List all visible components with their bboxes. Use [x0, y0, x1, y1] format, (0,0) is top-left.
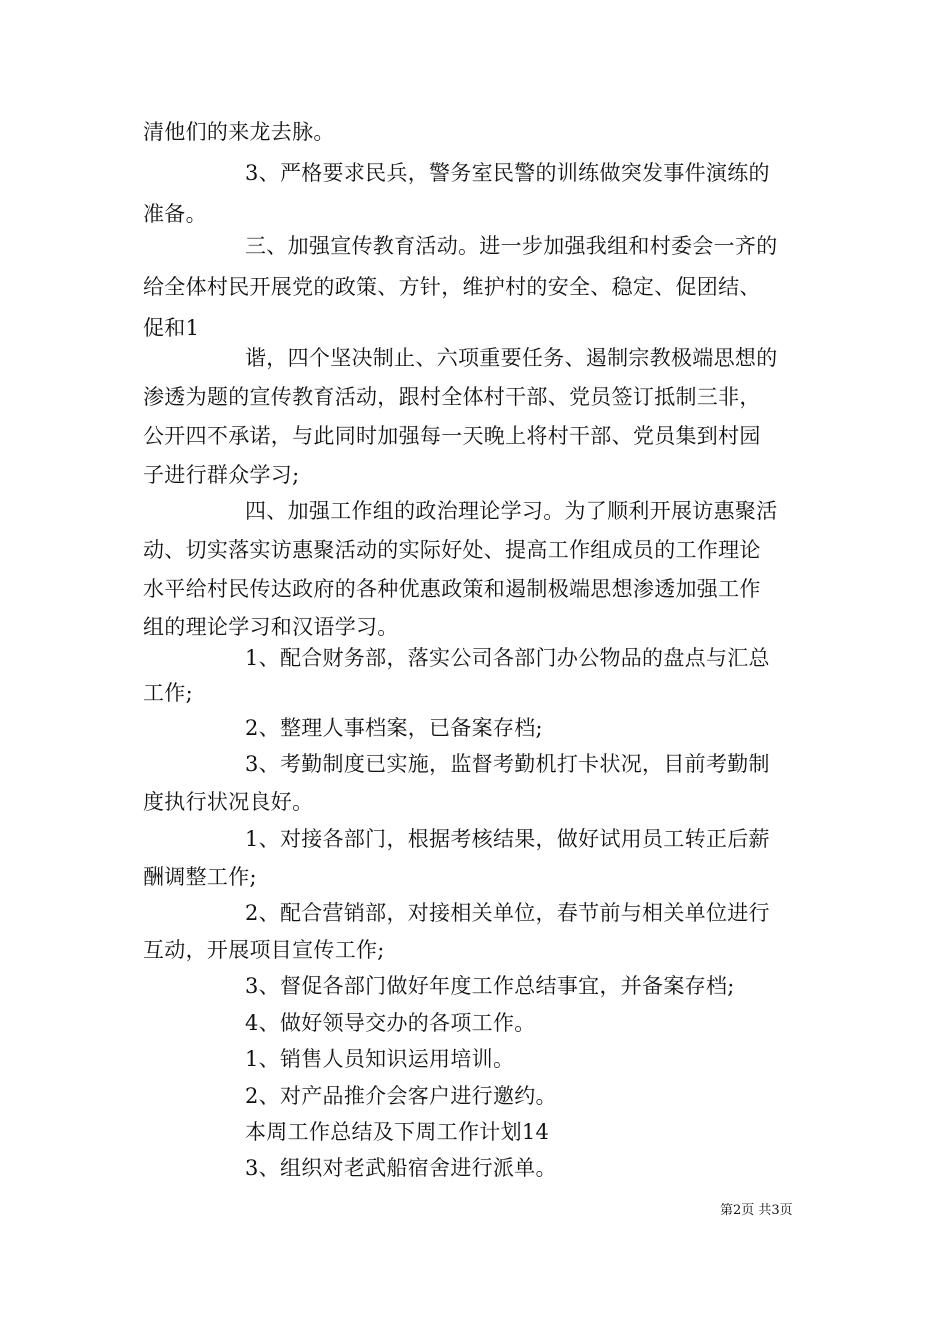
- text-line: 工作;: [143, 681, 193, 705]
- text-line: 2、整理人事档案，已备案存档;: [245, 716, 543, 740]
- text-line: 三、加强宣传教育活动。进一步加强我组和村委会一齐的: [245, 234, 778, 258]
- text-line: 2、配合营销部，对接相关单位，春节前与相关单位进行: [245, 901, 770, 925]
- text-line: 2、对产品推介会客户进行邀约。: [245, 1084, 557, 1108]
- text-line: 子进行群众学习;: [143, 463, 300, 487]
- text-line: 3、考勤制度已实施，监督考勤机打卡状况，目前考勤制: [245, 752, 770, 776]
- text-line: 本周工作总结及下周工作计划14: [245, 1120, 550, 1144]
- text-line: 1、配合财务部，落实公司各部门办公物品的盘点与汇总: [245, 646, 770, 670]
- text-line: 互动，开展项目宣传工作;: [143, 938, 385, 962]
- text-line: 3、督促各部门做好年度工作总结事宜，并备案存档;: [245, 974, 735, 998]
- text-line: 渗透为题的宣传教育活动，跟村全体村干部、党员签订抵制三非，: [143, 385, 761, 409]
- text-line: 3、严格要求民兵，警务室民警的训练做突发事件演练的: [245, 161, 770, 185]
- text-line: 酬调整工作;: [143, 865, 257, 889]
- text-line: 3、组织对老武船宿舍进行派单。: [245, 1156, 557, 1180]
- text-line: 4、做好领导交办的各项工作。: [245, 1011, 536, 1035]
- text-line: 清他们的来龙去脉。: [143, 120, 335, 144]
- text-line: 促和1: [143, 316, 200, 340]
- text-line: 动、切实落实访惠聚活动的实际好处、提高工作组成员的工作理论: [143, 538, 761, 562]
- text-line: 公开四不承诺，与此同时加强每一天晚上将村干部、党员集到村园: [143, 424, 761, 448]
- text-line: 组的理论学习和汉语学习。: [143, 615, 399, 639]
- text-line: 度执行状况良好。: [143, 790, 314, 814]
- text-line: 1、对接各部门，根据考核结果，做好试用员工转正后薪: [245, 827, 770, 851]
- text-line: 谐，四个坚决制止、六项重要任务、遏制宗教极端思想的: [245, 346, 778, 370]
- text-line: 四、加强工作组的政治理论学习。为了顺利开展访惠聚活: [245, 499, 778, 523]
- text-line: 1、销售人员知识运用培训。: [245, 1047, 515, 1071]
- text-line: 水平给村民传达政府的各种优惠政策和遏制极端思想渗透加强工作: [143, 577, 761, 601]
- page-number: 第2页 共3页: [720, 1203, 793, 1218]
- text-line: 准备。: [143, 202, 207, 226]
- text-line: 给全体村民开展党的政策、方针，维护村的安全、稳定、促团结、: [143, 275, 761, 299]
